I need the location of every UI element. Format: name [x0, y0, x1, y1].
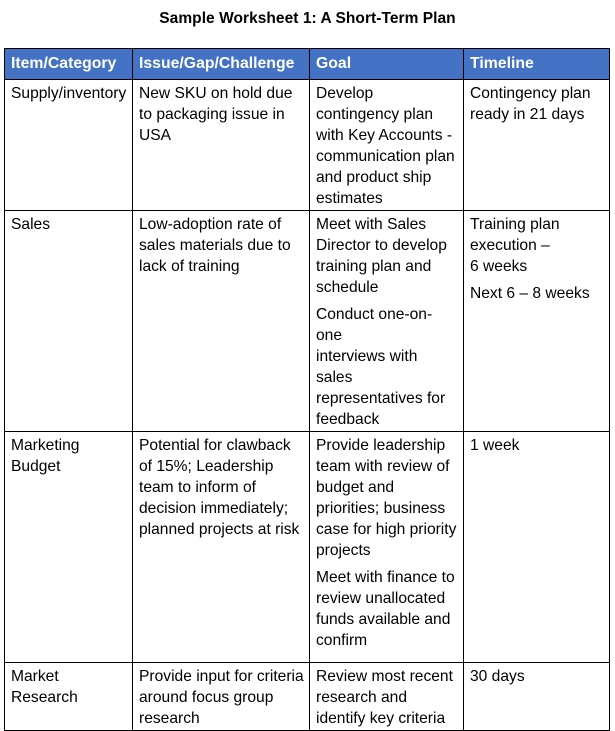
cell-text-line: projects — [316, 542, 371, 559]
cell-text-line: research — [139, 710, 200, 727]
cell-text-line: schedule — [316, 279, 379, 296]
cell-text-line: 1 week — [470, 437, 520, 454]
cell-issue — [133, 432, 310, 663]
cell-text-line: 30 days — [470, 668, 525, 685]
cell-text-line: Conduct one-on-one — [316, 306, 433, 344]
cell-text-line: confirm — [316, 632, 368, 649]
cell-text-line: team with review of — [316, 458, 450, 475]
cell-text-line: New SKU on hold due — [139, 85, 293, 102]
cell-text-line: Sales — [11, 216, 51, 233]
cell-text-line: lack of training — [139, 258, 240, 275]
cell-goal — [310, 432, 464, 663]
table-row — [5, 80, 610, 211]
cell-text-line: Meet with finance to — [316, 569, 455, 586]
cell-text-line: sales materials due to — [139, 237, 291, 254]
cell-category — [5, 211, 133, 432]
cell-timeline — [464, 432, 610, 663]
cell-text-line: with Key Accounts - — [316, 127, 453, 144]
cell-text-line: of 15%; Leadership — [139, 458, 274, 475]
cell-goal — [310, 211, 464, 432]
cell-text-line: Contingency plan — [470, 85, 591, 102]
cell-text-line: Research — [11, 689, 78, 706]
cell-text-line: interviews with sales — [316, 348, 418, 386]
cell-text-line: team to inform of — [139, 479, 256, 496]
cell-text-line: 6 weeks — [470, 258, 528, 275]
cell-text-line: Budget — [11, 458, 61, 475]
cell-text-line: representatives for — [316, 390, 446, 407]
cell-text-line: communication plan — [316, 148, 455, 165]
cell-issue — [133, 80, 310, 211]
cell-text-line: review unallocated — [316, 590, 446, 607]
cell-text-line: Low-adoption rate of — [139, 216, 282, 233]
cell-text-line: research and — [316, 689, 408, 706]
cell-text-line: feedback — [316, 411, 380, 428]
cell-text-line: funds available and — [316, 611, 451, 628]
cell-text-line: Supply/inventory — [11, 85, 127, 102]
cell-text-line: training plan and — [316, 258, 432, 275]
cell-timeline — [464, 663, 610, 731]
cell-text-line: Develop — [316, 85, 374, 102]
cell-text-line: Provide input for criteria — [139, 668, 304, 685]
cell-text-line: Provide leadership — [316, 437, 446, 454]
cell-issue — [133, 663, 310, 731]
cell-text-line: contingency plan — [316, 106, 434, 123]
short-term-plan-table — [4, 48, 610, 731]
cell-text-line: budget and — [316, 479, 395, 496]
column-header-item-category: Item/Category — [5, 49, 133, 80]
cell-goal — [310, 80, 464, 211]
cell-text-line: and product ship — [316, 169, 432, 186]
cell-text-line: Training plan — [470, 216, 560, 233]
worksheet-title: Sample Worksheet 1: A Short-Term Plan — [159, 10, 456, 27]
cell-category — [5, 80, 133, 211]
cell-category — [5, 432, 133, 663]
cell-text-line: case for high priority — [316, 521, 457, 538]
cell-timeline — [464, 80, 610, 211]
table-row — [5, 211, 610, 432]
column-header-timeline: Timeline — [464, 49, 610, 80]
cell-text-line: estimates — [316, 190, 383, 207]
cell-text-line: Market — [11, 668, 59, 685]
table-header-row — [5, 49, 610, 80]
table-row — [5, 663, 610, 731]
cell-text-line: decision immediately; — [139, 500, 289, 517]
table-row — [5, 432, 610, 663]
cell-text-line: Potential for clawback — [139, 437, 291, 454]
cell-text-line: to packaging issue in — [139, 106, 285, 123]
cell-category — [5, 663, 133, 731]
cell-text-line: Next 6 – 8 weeks — [470, 285, 590, 302]
cell-text-line: priorities; business — [316, 500, 446, 517]
cell-text-line: Director to develop — [316, 237, 447, 254]
column-header-issue: Issue/Gap/Challenge — [133, 49, 310, 80]
cell-text-line: ready in 21 days — [470, 106, 585, 123]
cell-text-line: around focus group — [139, 689, 274, 706]
cell-text-line: identify key criteria — [316, 710, 446, 727]
cell-text-line: Meet with Sales — [316, 216, 427, 233]
cell-text-line: Review most recent — [316, 668, 453, 685]
cell-text-line: execution – — [470, 237, 550, 254]
cell-text-line: planned projects at risk — [139, 521, 300, 538]
cell-text-line: Marketing — [11, 437, 80, 454]
column-header-goal: Goal — [310, 49, 464, 80]
cell-text-line: USA — [139, 127, 172, 144]
cell-goal — [310, 663, 464, 731]
cell-issue — [133, 211, 310, 432]
cell-timeline — [464, 211, 610, 432]
